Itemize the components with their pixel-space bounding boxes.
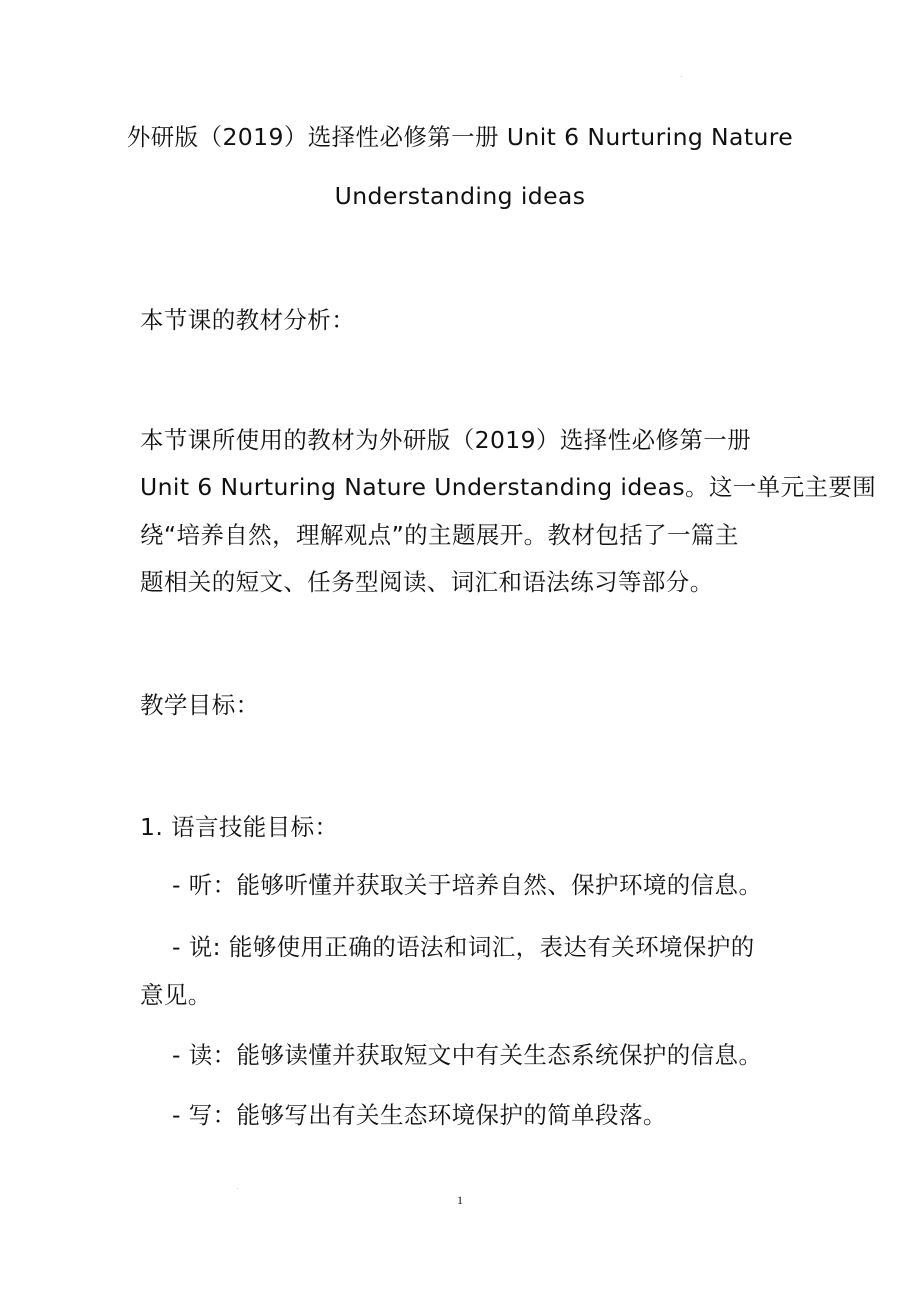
goal-item-writing: - 写：能够写出有关生态环境保护的简单段落。 [172, 1101, 667, 1129]
goal-item-title: 1. 语言技能目标： [140, 813, 339, 841]
goal-item-speaking: - 说: 能够使用正确的语法和词汇，表达有关环境保护的 [172, 933, 755, 961]
section-heading-analysis: 本节课的教材分析： [140, 306, 356, 334]
page-number: 1 [457, 1193, 463, 1207]
paragraph-line: 题相关的短文、任务型阅读、词汇和语法练习等部分。 [140, 568, 714, 596]
scan-speck [681, 76, 682, 77]
goal-item-listening: - 听：能够听懂并获取关于培养自然、保护环境的信息。 [172, 871, 763, 899]
paragraph-line: Unit 6 Nurturing Nature Understanding ideas。这一单元主要围 [140, 473, 877, 501]
scan-speck [237, 1188, 238, 1189]
document-title-line-2: Understanding ideas [334, 182, 586, 210]
document-title-line-1: 外研版（2019）选择性必修第一册 Unit 6 Nurturing Nature [126, 123, 794, 151]
section-heading-goals: 教学目标： [140, 691, 260, 719]
paragraph-line: 本节课所使用的教材为外研版（2019）选择性必修第一册 [140, 426, 752, 454]
paragraph-line: 绕“培养自然，理解观点”的主题展开。教材包括了一篇主 [140, 521, 739, 549]
goal-item-reading: - 读：能够读懂并获取短文中有关生态系统保护的信息。 [172, 1041, 763, 1069]
goal-item-speaking-cont: 意见。 [140, 981, 212, 1009]
